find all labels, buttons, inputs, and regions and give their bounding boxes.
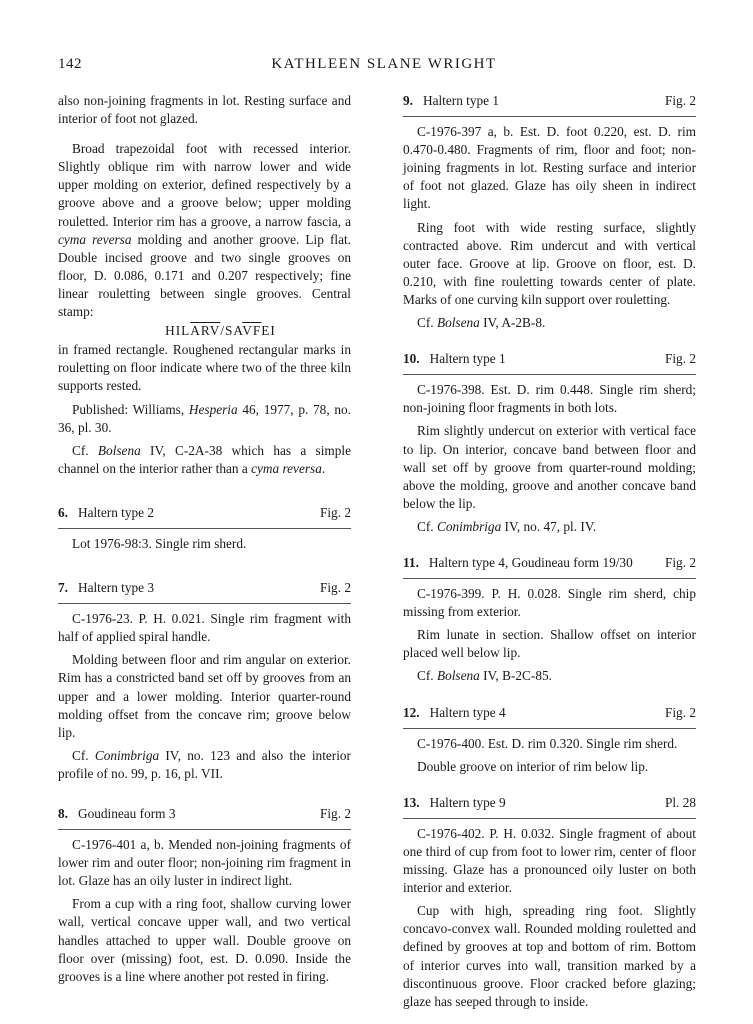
running-head: KATHLEEN SLANE WRIGHT (271, 56, 497, 72)
entry-comparison: Cf. Conimbriga IV, no. 47, pl. IV. (417, 518, 597, 534)
page-header (58, 56, 710, 78)
entry-title (403, 794, 696, 812)
continued-text: also non-joining fragments in lot. Resting surface and interior of foot not glazed. (58, 93, 351, 127)
left-column (58, 92, 351, 986)
catalog-entry-8 (58, 805, 351, 986)
entry-title (58, 805, 351, 823)
entry-type: Haltern type 4 (429, 704, 506, 720)
entry-title (403, 554, 696, 572)
figure-reference: Fig. 2 (664, 704, 696, 720)
entry-description: Cup with high, spreading ring foot. Slightly concavo-convex wall. Rounded molding rouletted and defined by grooves at top and bottom of rim. Bottom of interior curves into wall, transition marked by a discontinuous groove. Floor cracked before glazing; glaze has seeped through to inside. (403, 903, 696, 1009)
figure-reference: Fig. 2 (319, 504, 351, 520)
entry-title (58, 579, 351, 597)
entry-rule (403, 374, 696, 375)
figure-reference: Fig. 2 (319, 806, 351, 821)
entry-title (58, 504, 351, 522)
catalog-entry-6 (58, 504, 351, 553)
entry-number: 13. (403, 794, 420, 810)
entry-number: 12. (403, 704, 420, 720)
entry-type: Haltern type 1 (422, 93, 500, 108)
entry-type: Goudineau form 3 (77, 806, 176, 821)
entry-type: Haltern type 4, Goudineau form 19/30 (428, 554, 633, 570)
entry-type: Haltern type 1 (429, 351, 506, 367)
entry-5-comparison: Cf. Bolsena IV, C-2A-38 which has a simple channel on the interior rather than a cyma reversa. (58, 442, 352, 476)
figure-reference: Fig. 2 (319, 580, 351, 596)
entry-catalog-text: C-1976-397 a, b. Est. D. foot 0.220, est. D. rim 0.470-0.480. Fragments of rim, floor and foot; non-joining fragments in lot. Resting surface and interior of foot not glazed. Glaze has oily sheen in indirect light. (403, 124, 696, 212)
entry-5-description-cont: in framed rectangle. Roughened rectangular marks in rouletting on floor indicate where two of the three kiln supports rested. (58, 342, 351, 394)
entry-rule (403, 818, 696, 819)
entry-rule (403, 578, 696, 579)
figure-reference: Fig. 2 (664, 93, 696, 108)
entry-title (403, 92, 696, 110)
entry-comparison: Cf. Conimbriga IV, no. 123 and also the interior profile of no. 99, p. 16, pl. VII. (58, 747, 351, 781)
entry-description: Rim lunate in section. Shallow offset on interior placed well below lip. (403, 627, 696, 661)
catalog-entry-9 (403, 92, 696, 332)
entry-number: 11. (403, 554, 419, 570)
entry-rule (58, 603, 351, 604)
figure-reference: Fig. 2 (664, 351, 696, 367)
entry-description: From a cup with a ring foot, shallow curving lower wall, vertical concave upper wall, and two vertical handles attached to upper wall. Double groove on floor over (missing) foot, est. D. 0.090. Inside the grooves is a line where another pot rested in firing. (58, 896, 351, 984)
entry-rule (403, 728, 696, 729)
entry-description: Molding between floor and rim angular on exterior. Rim has a constricted band set off by grooves from an upper and a lower molding. Interior quarter-round molding offset from the concave rim; groove below lip. (58, 652, 351, 740)
figure-reference: Pl. 28 (664, 794, 696, 810)
catalog-entry-7 (58, 579, 351, 783)
entry-catalog-text: C-1976-23. P. H. 0.021. Single rim fragment with half of applied spiral handle. (58, 611, 351, 645)
entry-number: 10. (403, 351, 420, 367)
entry-catalog-text: C-1976-401 a, b. Mended non-joining fragments of lower rim and outer floor; non-joining rim fragment in lot. Glaze has an oily luster in indirect light. (58, 837, 351, 889)
entry-5-publication: Published: Williams, Hesperia 46, 1977, p. 78, no. 36, pl. 30. (58, 401, 351, 435)
entry-catalog-text: Lot 1976-98:3. Single rim sherd. (72, 535, 247, 551)
entry-catalog-text: C-1976-398. Est. D. rim 0.448. Single rim sherd; non-joining floor fragments in both lots. (403, 382, 696, 416)
entry-catalog-text: C-1976-399. P. H. 0.028. Single rim sherd, chip missing from exterior. (403, 586, 696, 620)
entry-description: Double groove on interior of rim below lip. (417, 758, 649, 774)
entry-rule (58, 829, 351, 830)
entry-description: Rim slightly undercut on exterior with vertical face to lip. On interior, concave band between floor and wall set off by groove from quarter-round molding; above the molding, groove and another concave band below the lip. (403, 423, 696, 511)
entry-type: Haltern type 9 (429, 794, 506, 810)
entry-number: 8. (58, 806, 68, 821)
figure-reference: Fig. 2 (664, 554, 696, 570)
page-number: 142 (58, 56, 82, 72)
entry-rule (403, 116, 696, 117)
entry-title (403, 350, 696, 368)
entry-rule (58, 528, 351, 529)
entry-type: Haltern type 3 (77, 580, 155, 596)
entry-description: Ring foot with wide resting surface, slightly contracted above. Rim undercut and with vertical outer face. Groove at lip. Groove on floor, est. D. 0.210, with fine rouletting towards center of plate. Marks of one curving kiln support over rouletting. (403, 219, 696, 307)
central-stamp-inscription: $HIL\overline{ARV}/SA\overline{VF}EI$ (165, 323, 276, 339)
catalog-entry-10 (403, 350, 696, 536)
entry-catalog-text: C-1976-402. P. H. 0.032. Single fragment of about one third of cup from foot to lower rim, center of floor missing. Glaze has a pronounced oily luster on both interior and exterior. (403, 825, 696, 896)
entry-5-description: Broad trapezoidal foot with recessed interior. Slightly oblique rim with narrow lower and wide upper molding on exterior, defined respectively by a groove above and a groove below; upper molding rouletted. Interior rim has a groove, a narrow fascia, a cyma reversa molding and another groove. Lip flat. Double incised groove and two single grooves on floor, D. 0.086, 0.171 and 0.207 respectively; fine linear rouletting between single grooves. Central stamp: (58, 141, 351, 320)
entry-number: 6. (58, 504, 68, 520)
entry-title (403, 704, 696, 722)
entry-comparison: Cf. Bolsena IV, A-2B-8. (417, 315, 546, 331)
entry-number: 9. (403, 93, 413, 108)
entry-comparison: Cf. Bolsena IV, B-2C-85. (417, 668, 552, 684)
catalog-entry-13 (403, 794, 696, 1011)
right-column (403, 92, 696, 1011)
entry-number: 7. (58, 580, 68, 596)
entry-type: Haltern type 2 (77, 504, 155, 520)
catalog-entry-11 (403, 554, 696, 686)
catalog-entry-12 (403, 704, 696, 776)
entry-catalog-text: C-1976-400. Est. D. rim 0.320. Single rim sherd. (417, 735, 678, 751)
